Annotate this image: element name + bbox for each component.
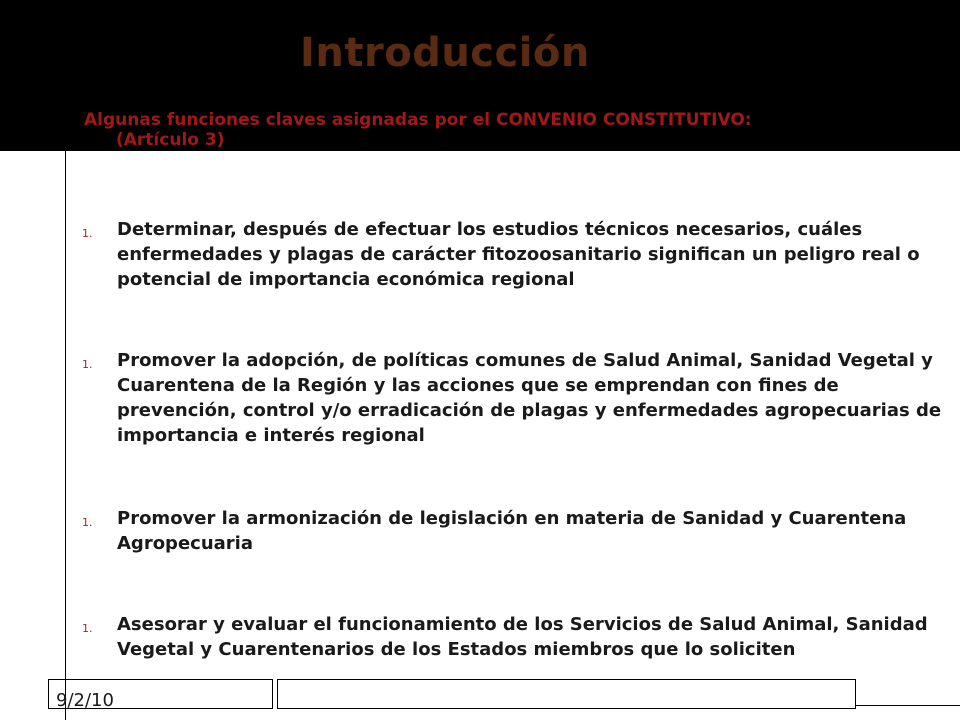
- list-item-text: Promover la adopción, de políticas comunes de Salud Animal, Sanidad Vegetal y Cuarentena de la Región y las acciones que se emprendan con fines de prevención, control y/o erradicación de plagas y enfermedades agropecuarias de importancia e interés regional: [117, 350, 942, 446]
- footer-rule: [856, 705, 960, 706]
- footer-date: 9/2/10: [56, 690, 114, 711]
- list-item: [82, 506, 952, 556]
- slide-subtitle: [84, 110, 884, 150]
- subtitle-line-2: (Artículo 3): [116, 130, 225, 150]
- footer-center-box: [277, 679, 856, 709]
- list-item-text: Asesorar y evaluar el funcionamiento de los Servicios de Salud Animal, Sanidad Vegetal y Cuarentenarios de los Estados miembros que lo soliciten: [117, 614, 928, 660]
- left-vertical-rule: [65, 151, 66, 720]
- list-item: [82, 348, 952, 448]
- list-item-number: 1.: [82, 227, 93, 240]
- list-item-text: Determinar, después de efectuar los estudios técnicos necesarios, cuáles enfermedades y plagas de carácter fitozoosanitario significan un peligro real o potencial de importancia económica regional: [117, 219, 920, 290]
- subtitle-line-1: Algunas funciones claves asignadas por el CONVENIO CONSTITUTIVO:: [84, 110, 752, 130]
- list-item: [82, 612, 952, 662]
- slide-title: Introducción: [300, 30, 590, 76]
- list-item-number: 1.: [82, 516, 93, 529]
- list-item-text: Promover la armonización de legislación en materia de Sanidad y Cuarentena Agropecuaria: [117, 508, 907, 554]
- list-item-number: 1.: [82, 358, 93, 371]
- list-item: [82, 217, 952, 292]
- list-item-number: 1.: [82, 622, 93, 635]
